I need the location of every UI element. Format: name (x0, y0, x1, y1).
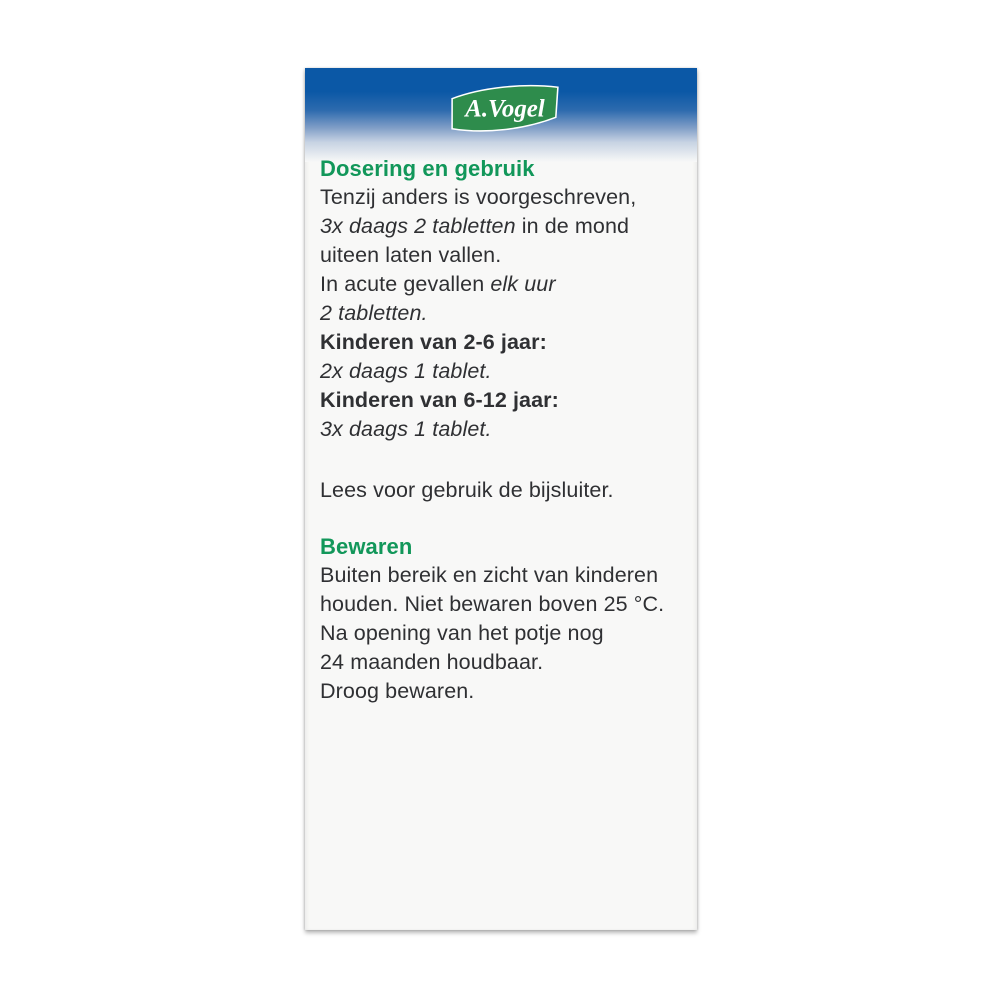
avogel-logo-text: A.Vogel (465, 95, 545, 123)
dosage-line-regular-part: In acute gevallen (320, 272, 491, 296)
leaflet-note: Lees voor gebruik de bijsluiter. (320, 478, 614, 502)
dosage-line: 2x daags 1 tablet. (320, 359, 492, 383)
dosage-children-6-12-heading: Kinderen van 6-12 jaar: (320, 388, 559, 412)
storage-line: Na opening van het potje nog (320, 621, 604, 645)
dosage-line-italic-part: 3x daags 2 tabletten (320, 214, 516, 238)
dosage-line (320, 270, 688, 299)
dosage-line-regular-part: in de mond (515, 214, 630, 238)
dosage-line (320, 212, 688, 241)
package-side-panel (305, 68, 697, 930)
avogel-logo-ribbon-icon (449, 82, 561, 134)
dosage-line: Tenzij anders is voorgeschreven, (320, 185, 637, 209)
storage-line: Droog bewaren. (320, 679, 475, 703)
dosage-line-italic-part: elk uur (490, 272, 556, 296)
dosage-children-2-6-heading: Kinderen van 2-6 jaar: (320, 330, 547, 354)
dosage-line: 2 tabletten. (320, 301, 428, 325)
avogel-logo (449, 82, 561, 134)
label-text-block (320, 154, 688, 706)
dosage-heading: Dosering en gebruik (320, 156, 535, 181)
storage-line: 24 maanden houdbaar. (320, 650, 544, 674)
dosage-line: uiteen laten vallen. (320, 243, 502, 267)
storage-line: houden. Niet bewaren boven 25 °C. (320, 592, 665, 616)
storage-line: Buiten bereik en zicht van kinderen (320, 563, 659, 587)
dosage-line: 3x daags 1 tablet. (320, 417, 492, 441)
storage-heading: Bewaren (320, 534, 413, 559)
